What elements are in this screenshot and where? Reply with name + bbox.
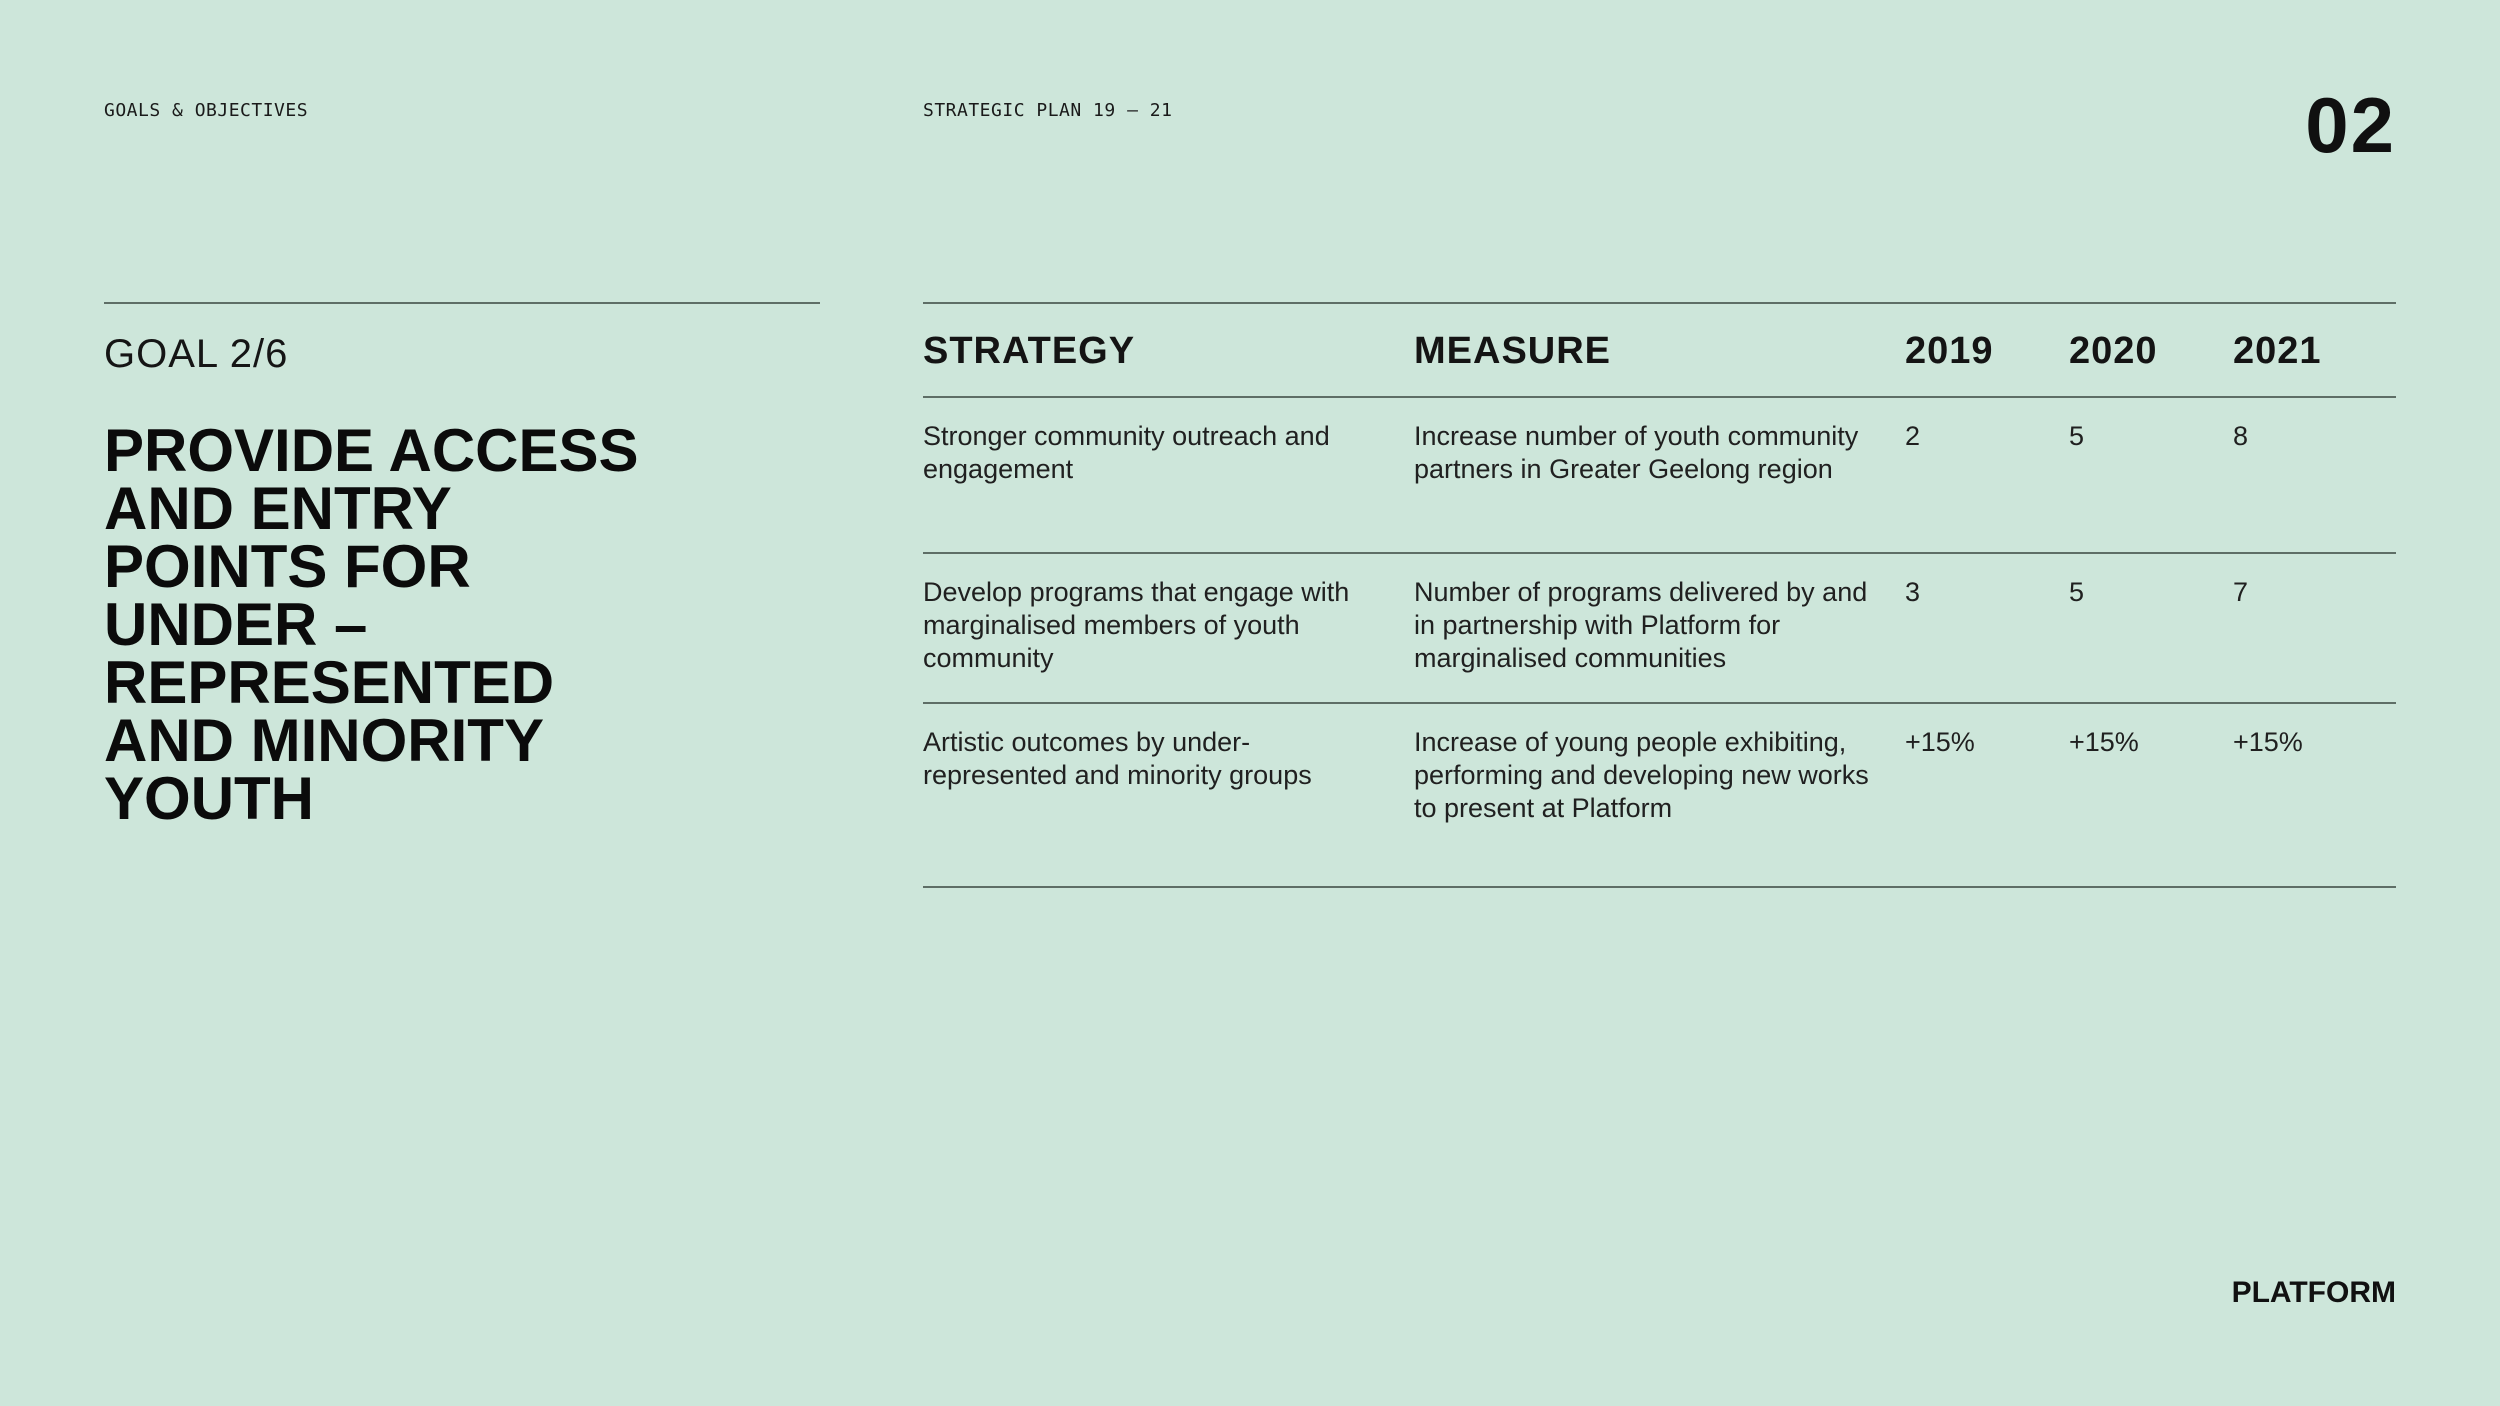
measure-cell: Number of programs delivered by and in partnership with Platform for marginalised communities (1414, 577, 1868, 673)
goal-label: GOAL 2/6 (104, 332, 289, 376)
target-2019-cell: 2 (1905, 421, 1921, 451)
target-2020-cell: +15% (2069, 727, 2139, 757)
goal-title: PROVIDE ACCESS AND ENTRY POINTS FOR UNDER – REPRESENTED AND MINORITY YOUTH (104, 417, 639, 832)
table-header-row (923, 303, 2396, 397)
table-row (923, 553, 2396, 703)
strategy-cell: Develop programs that engage with marginalised members of youth community (923, 577, 1350, 673)
target-2021-cell: 7 (2233, 577, 2249, 607)
table-row (923, 703, 2396, 887)
column-header-2021: 2021 (2233, 329, 2322, 372)
section-label: GOALS & OBJECTIVES (104, 100, 309, 121)
column-header-measure: MEASURE (1414, 329, 1612, 372)
column-header-2020: 2020 (2069, 329, 2158, 372)
target-2020-cell: 5 (2069, 421, 2085, 451)
strategy-table (923, 302, 2396, 888)
target-2019-cell: +15% (1905, 727, 1975, 757)
page-number: 02 (2305, 81, 2396, 169)
strategy-cell: Stronger community outreach and engagement (923, 421, 1330, 484)
strategy-cell: Artistic outcomes by under-represented and minority groups (923, 727, 1312, 790)
column-header-strategy: STRATEGY (923, 329, 1136, 372)
column-header-2019: 2019 (1905, 329, 1994, 372)
goal-panel (104, 302, 820, 832)
document-label: STRATEGIC PLAN 19 — 21 (923, 100, 1173, 121)
goal-divider (104, 302, 820, 304)
measure-cell: Increase of young people exhibiting, performing and developing new works to present at Platform (1414, 727, 1869, 823)
platform-logo: PLATFORM (2231, 1276, 2396, 1309)
target-2021-cell: 8 (2233, 421, 2249, 451)
table-row (923, 397, 2396, 553)
target-2019-cell: 3 (1905, 577, 1921, 607)
target-2020-cell: 5 (2069, 577, 2085, 607)
measure-cell: Increase number of youth community partners in Greater Geelong region (1414, 421, 1859, 484)
target-2021-cell: +15% (2233, 727, 2303, 757)
